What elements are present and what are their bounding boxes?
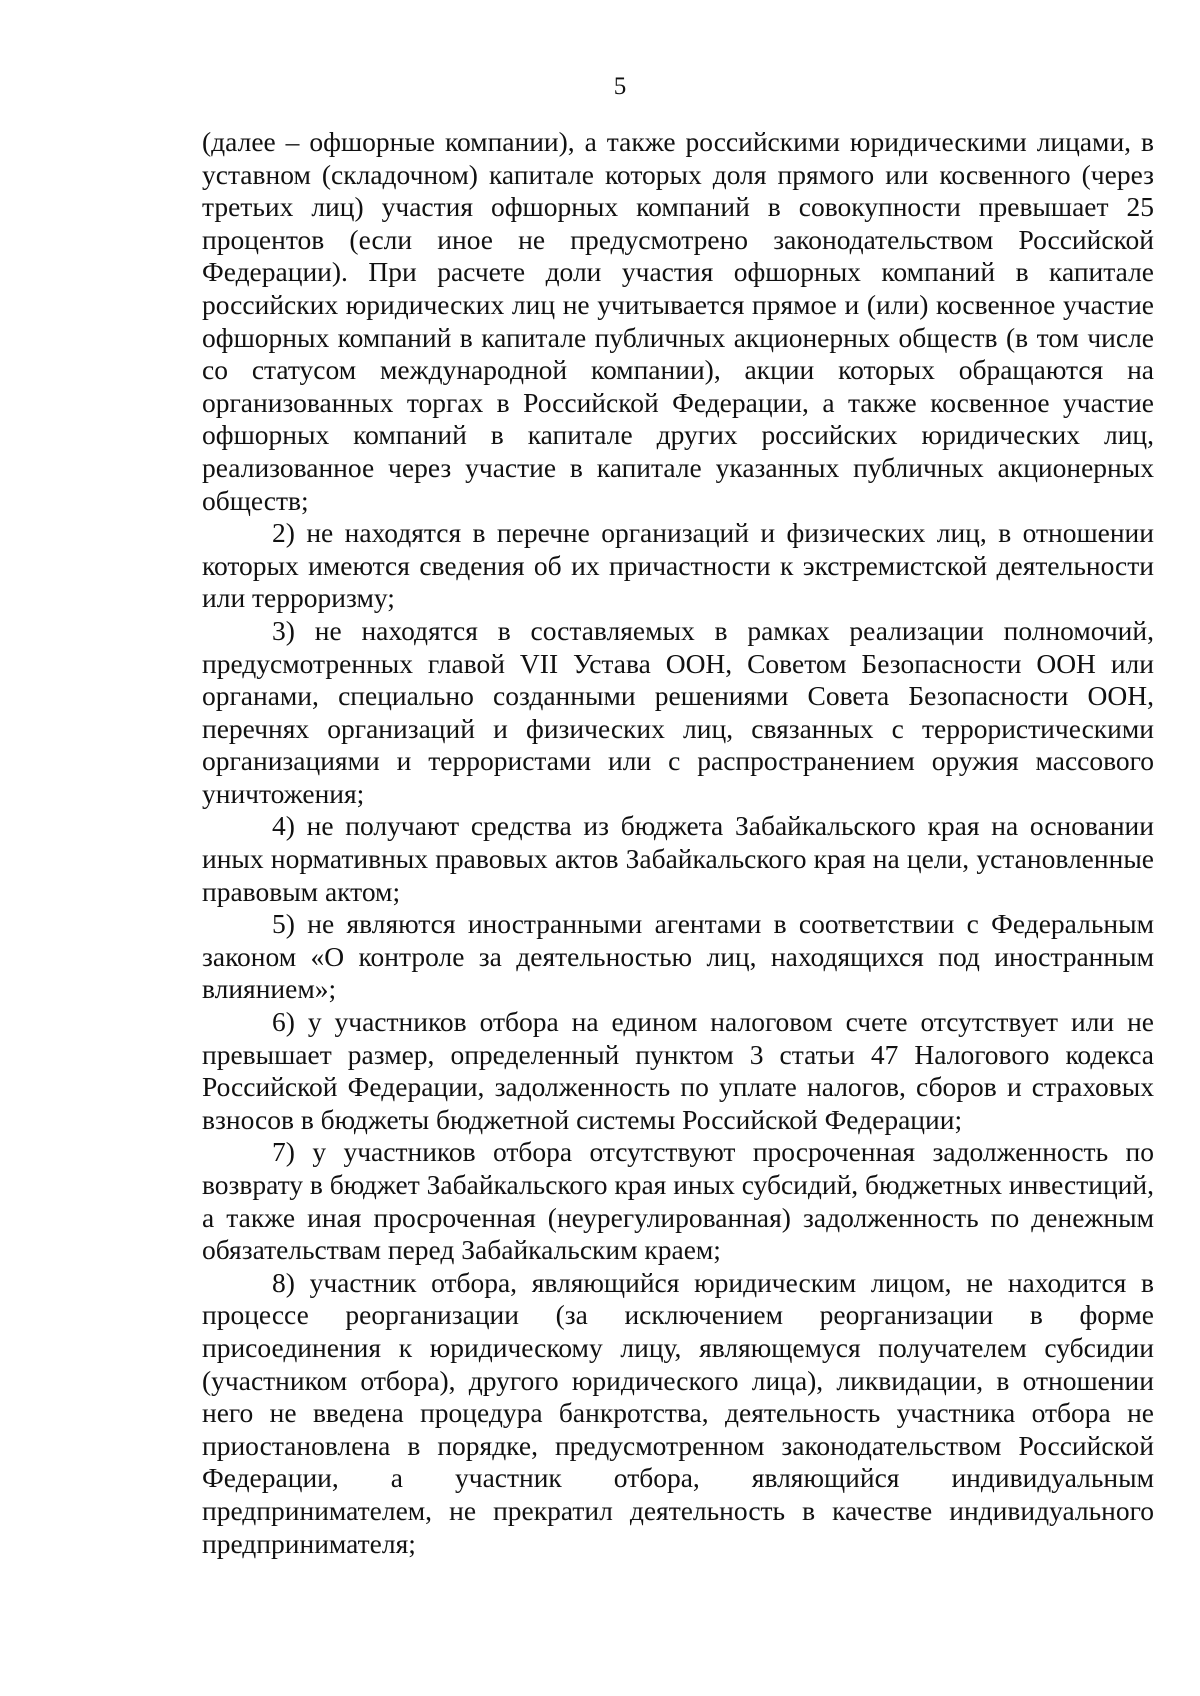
body-text [202,126,1154,1560]
page-number: 5 [613,73,627,100]
paragraph-item-2: 2) не находятся в перечне организаций и физических лиц, в отношении которых имеются сведения об их причастности к экстремистской деятельности или терроризму; [202,517,1154,614]
paragraph-item-4: 4) не получают средства из бюджета Забайкальского края на основании иных нормативных правовых актов Забайкальского края на цели, установленные правовым актом; [202,810,1154,907]
paragraph-item-6: 6) у участников отбора на едином налоговом счете отсутствует или не превышает размер, определенный пунктом 3 статьи 47 Налогового кодекса Российской Федерации, задолженность по уплате налогов, сборов и страховых взносов в бюджеты бюджетной системы Российской Федерации; [202,1006,1154,1135]
paragraph-item-3: 3) не находятся в составляемых в рамках реализации полномочий, предусмотренных главой VII Устава ООН, Советом Безопасности ООН или органами, специально созданными решениями Совета Безопасности ООН, перечнях организаций и физических лиц, связанных с террористическими организациями и террористами или с распространением оружия массового уничтожения; [202,614,1154,809]
paragraph-item-5: 5) не являются иностранными агентами в соответствии с Федеральным законом «О контроле за деятельностью лиц, находящихся под иностранным влиянием»; [202,908,1154,1005]
paragraph-item-8: 8) участник отбора, являющийся юридическим лицом, не находится в процессе реорганизации (за исключением реорганизации в форме присоединения к юридическому лицу, являющемуся получателем субсидии (участником отбора), другого юридического лица), ликвидации, в отношении него не введена процедура банкротства, деятельность участника отбора не приостановлена в порядке, предусмотренном законодательством Российской Федерации, а участник отбора, являющийся индивидуальным предпринимателем, не прекратил деятельность в качестве индивидуального предпринимателя; [202,1266,1154,1559]
paragraph-item-7: 7) у участников отбора отсутствуют просроченная задолженность по возврату в бюджет Забайкальского края иных субсидий, бюджетных инвестиций, а также иная просроченная (неурегулированная) задолженность по денежным обязательствам перед Забайкальским краем; [202,1136,1154,1266]
paragraph-continuation: (далее – офшорные компании), а также российскими юридическими лицами, в уставном (складочном) капитале которых доля прямого или косвенного (через третьих лиц) участия офшорных компаний в совокупности превышает 25 процентов (если иное не предусмотрено законодательством Российской Федерации). При расчете доли участия офшорных компаний в капитале российских юридических лиц не учитывается прямое и (или) косвенное участие офшорных компаний в капитале публичных акционерных обществ (в том числе со статусом международной компании), акции которых обращаются на организованных торгах в Российской Федерации, а также косвенное участие офшорных компаний в капитале других российских юридических лиц, реализованное через участие в капитале указанных публичных акционерных обществ; [202,126,1154,516]
